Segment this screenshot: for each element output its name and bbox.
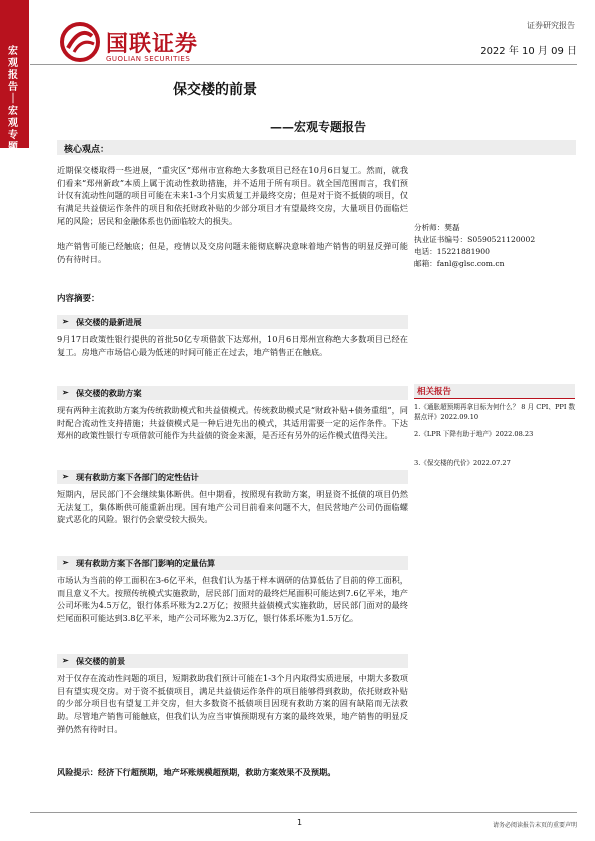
page-number: 1 bbox=[297, 818, 303, 827]
analyst-email: 邮箱：fanl@glsc.com.cn bbox=[414, 259, 505, 268]
page-title: 保交楼的前景 bbox=[173, 82, 257, 98]
summary-label: 内容摘要： bbox=[57, 294, 100, 304]
guolian-logo-icon bbox=[60, 22, 100, 62]
footer-divider bbox=[30, 812, 577, 813]
core-view-bar bbox=[57, 140, 576, 155]
section-text: 对于仅存在流动性问题的项目，短期救助我们预计可能在1-3个月内取得实质进展，中期大多数项目有望实现交房。对于资不抵债项目，满足共益债运作条件的项目能够得到救助，依托财政补贴的少部分项目也有望复工并交房，但大多数资不抵债项目因现有救助方案的固有缺陷而无法救助。尽管地产销售可能触底，但我们认为应当审慎预期现有方案的最终效果，地产销售的明显反弹仍然有待时日。 bbox=[57, 673, 408, 734]
related-report-link[interactable]: 1.《通胀超预期再拿目标为何什么？ 8 月 CPI、PPI 数据点评》2022.09.10 bbox=[414, 403, 576, 422]
analyst-cert: 执业证书编号：S0590521120002 bbox=[414, 235, 536, 244]
risk-warning: 风险提示：经济下行超预期，地产坏账规模超预期，救助方案效果不及预期。 bbox=[57, 767, 336, 777]
footer-disclaimer: 请务必阅读报告末页的重要声明 bbox=[492, 822, 577, 829]
doc-type: 证券研究报告 bbox=[527, 21, 575, 30]
section-title: 现有救助方案下各部门的定性估计 bbox=[76, 472, 199, 482]
related-report-link[interactable]: 3.《保交楼的代价》2022.07.27 bbox=[414, 459, 511, 467]
core-para-1: 近期保交楼取得一些进展，“重灾区”郑州市宣称绝大多数项目已经在10月6日复工。然而，就我们看来“郑州新政”本质上属于流动性救助措施，并不适用于所有项目。就全国范围而言，我们预计仅有流动性问题的项目可能在未来1-3个月实质复工并最终交房；但是对于资不抵债的项目，仅有满足共益债运作条件的项目和依托财政补贴的少部分项目才有望最终交房，大量项目仍面临烂尾的风险；居民和金融体系也仍面临较大的损失。 bbox=[57, 165, 408, 226]
section-text: 现有两种主流救助方案为传统救助模式和共益债模式。传统救助模式是“财政补贴+债务重组”，同时配合流动性支持措施；共益债模式是一种后进先出的模式，其适用需要一定的运作条件。下达郑州的政策性银行专项借款可能作为共益债的资金来源，是否还有另外的运作模式值得关注。 bbox=[57, 405, 408, 441]
section-title: 保交楼的最新进展 bbox=[76, 317, 142, 327]
sidebar-text: 宏观报告｜宏观专题 bbox=[8, 46, 18, 153]
report-date: 2022 年 10 月 09 日 bbox=[480, 46, 577, 57]
logo-name-en: GUOLIAN SECURITIES bbox=[106, 55, 191, 63]
page-subtitle: ——宏观专题报告 bbox=[270, 120, 367, 134]
logo-name-cn: 国联证券 bbox=[106, 32, 199, 57]
core-para-2: 地产销售可能已经触底；但是，疫情以及交房问题未能彻底解决意味着地产销售的明显反弹可能仍有待时日。 bbox=[57, 241, 408, 264]
header-divider bbox=[30, 64, 577, 65]
chevron-right-icon: ➢ bbox=[62, 655, 69, 665]
analyst-name: 分析师：樊磊 bbox=[414, 223, 460, 232]
analyst-phone: 电话：15221881900 bbox=[414, 247, 490, 256]
chevron-right-icon: ➢ bbox=[62, 471, 69, 481]
related-report-link[interactable]: 2.《LPR 下降有助于地产》2022.08.23 bbox=[414, 430, 534, 438]
related-reports-label: 相关报告 bbox=[417, 387, 452, 397]
chevron-right-icon: ➢ bbox=[62, 557, 69, 567]
section-text: 市场认为当前的停工面积在3-6亿平米，但我们认为基于样本调研的估算低估了目前的停工面积，而且意义不大。按照传统模式实施救助，居民部门面对的最终烂尾面积可能达到7.6亿平米，地产公司坏账为4.5万亿，银行体系坏账为2.2万亿；按照共益债模式实施救助，居民部门面对的最终烂尾面积可能达到3.8亿平米，地产公司坏账为2.3万亿，银行体系坏账为1.5万亿。 bbox=[57, 575, 408, 624]
chevron-right-icon: ➢ bbox=[62, 316, 69, 326]
section-text: 短期内，居民部门不会继续集体断供。但中期看，按照现有救助方案，明显资不抵债的项目仍然无法复工，集体断供可能重新出现。国有地产公司目前看来问题不大，但民营地产公司仍面临螺旋式恶化的风险。银行仍会蒙受较大损失。 bbox=[57, 489, 408, 525]
related-reports-divider bbox=[414, 398, 575, 399]
section-title: 现有救助方案下各部门影响的定量估算 bbox=[76, 558, 216, 568]
section-text: 9月17日政策性银行提供的首批50亿专项借款下达郑州，10月6日郑州宣称绝大多数项目已经在复工。房地产市场信心最为低迷的时间可能正在过去，地产销售正在触底。 bbox=[57, 334, 408, 357]
chevron-right-icon: ➢ bbox=[62, 387, 69, 397]
section-title: 保交楼的救助方案 bbox=[76, 388, 142, 398]
core-view-label: 核心观点： bbox=[64, 145, 110, 155]
section-title: 保交楼的前景 bbox=[76, 656, 126, 666]
